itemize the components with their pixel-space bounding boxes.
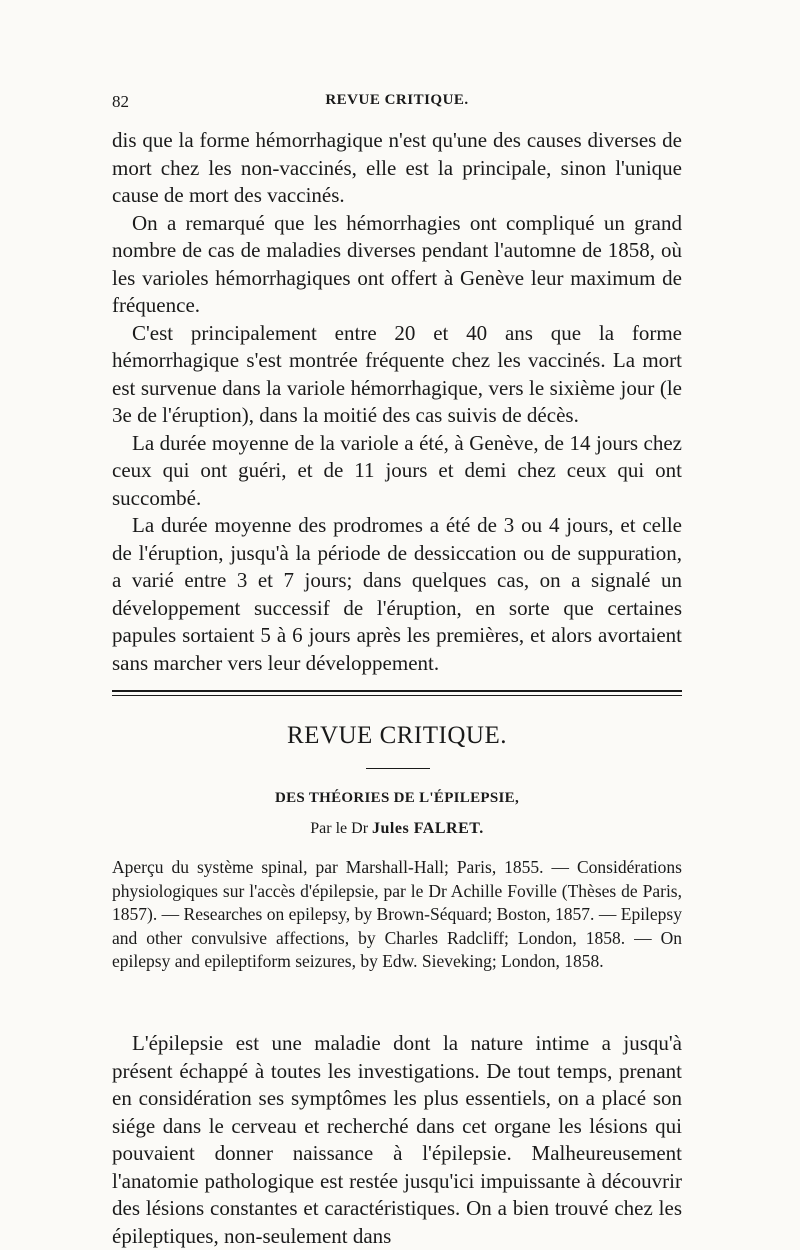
section-divider [112, 690, 682, 696]
article-title: DES THÉORIES DE L'ÉPILEPSIE, [274, 790, 520, 806]
page-number: 82 [112, 92, 129, 111]
short-divider [366, 768, 430, 769]
paragraph: L'épilepsie est une maladie dont la nature intime a jusqu'à présent échappé à toutes les investigations. De tout temps, prenant en considération ses symptômes les plus essentiels, on a placé son siége dans le cerveau et recherché dans cet organe les lésions qui pouvaient donner naissance à l'épilepsie. Malheureusement l'anatomie pathologique est restée jusqu'ici impuissante à découvrir des lésions constantes et caractéristiques. On a bien trouvé chez les épileptiques, non-seulement dans [112, 1031, 682, 1248]
article-author [112, 820, 682, 838]
paragraph: La durée moyenne des prodromes a été de 3 ou 4 jours, et celle de l'éruption, jusqu'à la période de dessiccation ou de suppuration, a varié entre 3 et 7 jours; dans quelques cas, on a signalé un développement successif de l'éruption, en sorte que certaines papules sortaient 5 à 6 jours après les premières, et alors avortaient sans marcher vers leur développement. [112, 513, 682, 675]
paragraph: La durée moyenne de la variole a été, à Genève, de 14 jours chez ceux qui ont guéri, et de 11 jours et demi chez ceux qui ont succombé. [112, 430, 682, 510]
intro-text-block [112, 1030, 682, 1250]
top-text-block [112, 127, 682, 677]
author-prefix: Par le Dr [310, 820, 369, 837]
paragraph: On a remarqué que les hémorrhagies ont compliqué un grand nombre de cas de maladies diverses pendant l'automne de 1858, où les varioles hémorrhagiques ont offert à Genève leur maximum de fréquence. [112, 210, 682, 317]
running-head [112, 92, 682, 116]
section-title: REVUE CRITIQUE. [287, 722, 507, 749]
bibliography [112, 856, 682, 974]
bibliography-text: Aperçu du système spinal, par Marshall-Hall; Paris, 1855. — Considérations physiologiques sur l'accès d'épilepsie, par le Dr Achille Foville (Thèses de Paris, 1857). — Researches on epilepsy, by Brown-Séquard; Boston, 1857. — Epilepsy and other convulsive affections, by Charles Radcliff; London, 1858. — On epilepsy and epileptiform seizures, by Edw. Sieveking; London, 1858. [112, 857, 682, 972]
author-name: Jules FALRET. [372, 820, 484, 837]
paragraph: dis que la forme hémorrhagique n'est qu'une des causes diverses de mort chez les non-vaccinés, elle est la principale, sinon l'unique cause de mort des vaccinés. [112, 128, 682, 207]
running-title: REVUE CRITIQUE. [325, 92, 469, 108]
paragraph: C'est principalement entre 20 et 40 ans que la forme hémorrhagique s'est montrée fréquente chez les vaccinés. La mort est survenue dans la variole hémorrhagique, vers le sixième jour (le 3e de l'éruption), dans la moitié des cas suivis de décès. [112, 320, 682, 427]
